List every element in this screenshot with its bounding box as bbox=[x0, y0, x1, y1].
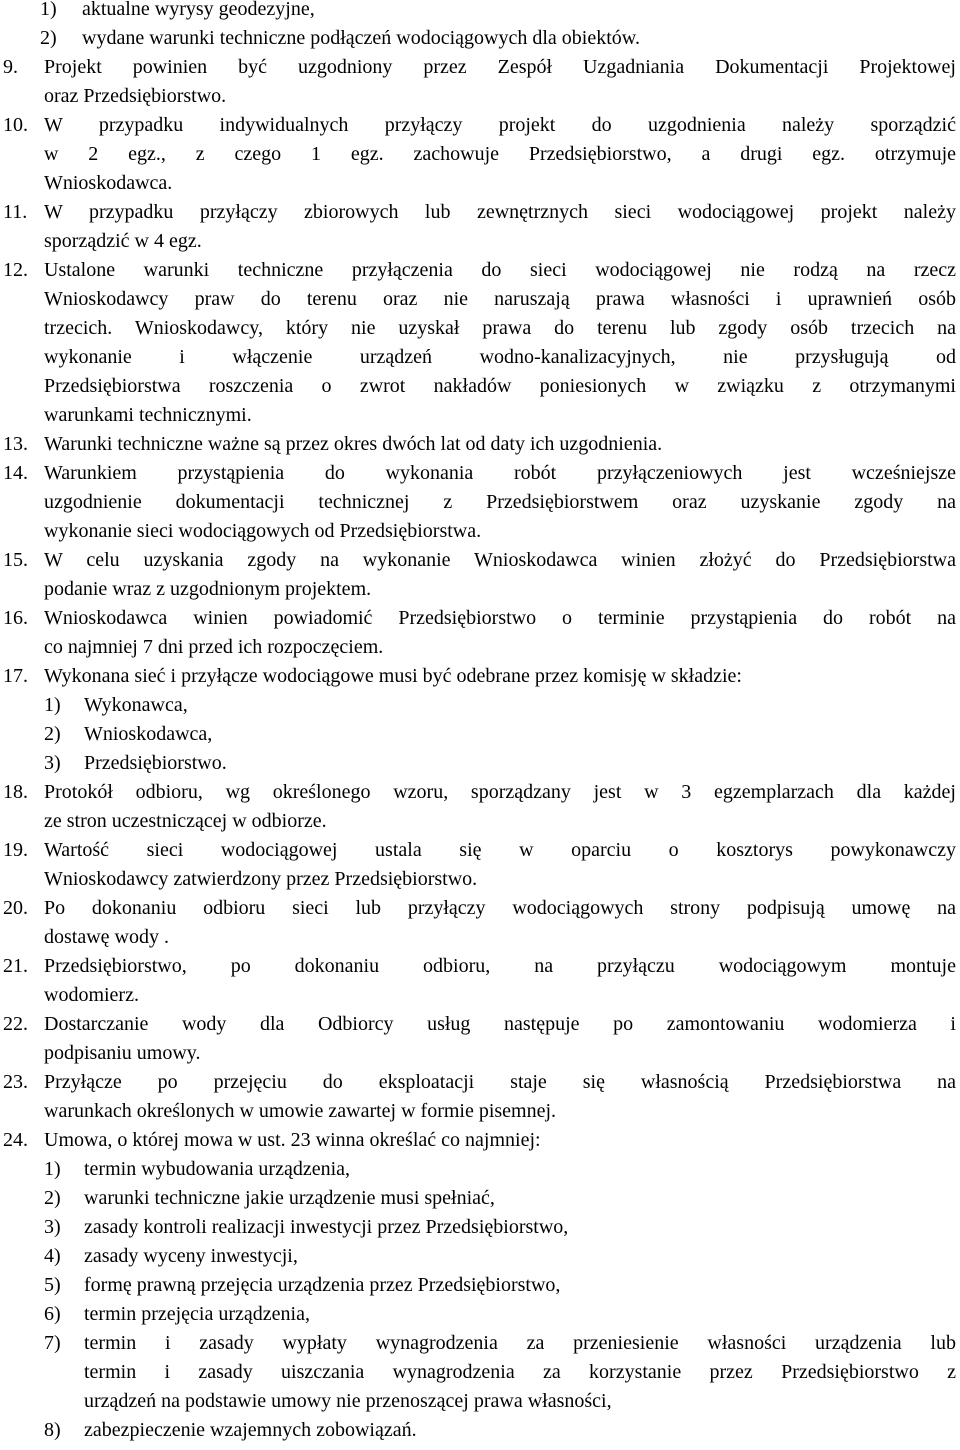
numbered-item bbox=[0, 1126, 960, 1155]
item-number: 11. bbox=[3, 201, 28, 223]
numbered-item bbox=[0, 1010, 960, 1068]
item-text-line: Umowa, o której mowa w ust. 23 winna określać co najmniej: bbox=[44, 1129, 541, 1151]
item-text-line: wykonanie sieci wodociągowych od Przedsiębiorstwa. bbox=[44, 520, 482, 542]
item-text-line: podpisaniu umowy. bbox=[44, 1042, 201, 1064]
numbered-item bbox=[0, 459, 960, 546]
sub-item-number: 5) bbox=[44, 1274, 61, 1296]
item-text-line: Wykonana sieć i przyłącze wodociągowe musi być odebrane przez komisję w składzie: bbox=[44, 665, 742, 687]
numbered-item bbox=[0, 662, 960, 691]
item-number: 21. bbox=[3, 955, 28, 977]
sub-item bbox=[0, 1416, 960, 1445]
list-item-number: 2) bbox=[40, 27, 57, 49]
item-text-line: sporządzić w 4 egz. bbox=[44, 230, 202, 252]
item-text-line: W przypadku indywidualnych przyłączy projekt do uzgodnienia należy sporządzić bbox=[44, 114, 956, 136]
sub-item-number: 3) bbox=[44, 1216, 61, 1238]
item-text-line: warunkami technicznymi. bbox=[44, 404, 252, 426]
sub-item bbox=[0, 1271, 960, 1300]
item-text-line: Wnioskodawca. bbox=[44, 172, 173, 194]
item-text-line: Przedsiębiorstwo, po dokonaniu odbioru, na przyłączu wodociągowym montuje bbox=[44, 955, 956, 977]
item-number: 24. bbox=[3, 1129, 28, 1151]
item-number: 12. bbox=[3, 259, 28, 281]
sub-item-number: 1) bbox=[44, 1158, 61, 1180]
sub-item-number: 4) bbox=[44, 1245, 61, 1267]
item-number: 14. bbox=[3, 462, 28, 484]
sub-item bbox=[0, 1242, 960, 1271]
item-text-line: Wartość sieci wodociągowej ustala się w oparciu o kosztorys powykonawczy bbox=[44, 839, 956, 861]
numbered-item bbox=[0, 546, 960, 604]
numbered-item bbox=[0, 53, 960, 111]
item-number: 22. bbox=[3, 1013, 28, 1035]
numbered-item bbox=[0, 894, 960, 952]
sub-item-number: 2) bbox=[44, 723, 61, 745]
sub-item bbox=[0, 1329, 960, 1416]
sub-item-text-line: termin przejęcia urządzenia, bbox=[84, 1303, 310, 1325]
list-item-number: 1) bbox=[40, 0, 57, 20]
list-item bbox=[0, 24, 960, 53]
item-text-line: trzecich. Wnioskodawcy, który nie uzyskał prawa do terenu lub zgody osób trzecich na bbox=[44, 317, 956, 339]
sub-item bbox=[0, 749, 960, 778]
sub-item-text-line: termin i zasady uiszczania wynagrodzenia za korzystanie przez Przedsiębiorstwo z bbox=[84, 1361, 956, 1383]
item-number: 17. bbox=[3, 665, 28, 687]
item-text-line: Wnioskodawca winien powiadomić Przedsiębiorstwo o terminie przystąpienia do robót na bbox=[44, 607, 956, 629]
numbered-item bbox=[0, 1068, 960, 1126]
list-item-text: wydane warunki techniczne podłączeń wodociągowych dla obiektów. bbox=[82, 27, 640, 49]
item-text-line: oraz Przedsiębiorstwo. bbox=[44, 85, 227, 107]
sub-item-text-line: zasady kontroli realizacji inwestycji przez Przedsiębiorstwo, bbox=[84, 1216, 569, 1238]
item-text-line: Wnioskodawcy praw do terenu oraz nie naruszają prawa własności i uprawnień osób bbox=[44, 288, 956, 310]
item-text-line: co najmniej 7 dni przed ich rozpoczęciem. bbox=[44, 636, 384, 658]
item-number: 13. bbox=[3, 433, 28, 455]
item-text-line: wykonanie i włączenie urządzeń wodno-kanalizacyjnych, nie przysługują od bbox=[44, 346, 956, 368]
item-text-line: Po dokonaniu odbioru sieci lub przyłączy wodociągowych strony podpisują umowę na bbox=[44, 897, 956, 919]
sub-item bbox=[0, 1155, 960, 1184]
sub-item bbox=[0, 1184, 960, 1213]
item-text-line: ze stron uczestniczącej w odbiorze. bbox=[44, 810, 327, 832]
item-text-line: podanie wraz z uzgodnionym projektem. bbox=[44, 578, 372, 600]
item-number: 19. bbox=[3, 839, 28, 861]
item-text-line: uzgodnienie dokumentacji technicznej z Przedsiębiorstwem oraz uzyskanie zgody na bbox=[44, 491, 956, 513]
item-text-line: Wnioskodawcy zatwierdzony przez Przedsiębiorstwo. bbox=[44, 868, 478, 890]
sub-item-text-line: Przedsiębiorstwo. bbox=[84, 752, 227, 774]
list-item-text: aktualne wyrysy geodezyjne, bbox=[82, 0, 315, 20]
item-number: 16. bbox=[3, 607, 28, 629]
item-text-line: Przedsiębiorstwa roszczenia o zwrot nakładów poniesionych w związku z otrzymanymi bbox=[44, 375, 956, 397]
numbered-item bbox=[0, 604, 960, 662]
item-number: 23. bbox=[3, 1071, 28, 1093]
numbered-item bbox=[0, 952, 960, 1010]
sub-item-number: 1) bbox=[44, 694, 61, 716]
sub-item-number: 2) bbox=[44, 1187, 61, 1209]
item-number: 18. bbox=[3, 781, 28, 803]
sub-item-number: 8) bbox=[44, 1419, 61, 1441]
numbered-item bbox=[0, 430, 960, 459]
numbered-item bbox=[0, 778, 960, 836]
sub-item-text-line: Wnioskodawca, bbox=[84, 723, 213, 745]
item-text-line: W celu uzyskania zgody na wykonanie Wnioskodawca winien złożyć do Przedsiębiorstwa bbox=[44, 549, 956, 571]
sub-item-text-line: termin i zasady wypłaty wynagrodzenia za przeniesienie własności urządzenia lub bbox=[84, 1332, 956, 1354]
item-number: 20. bbox=[3, 897, 28, 919]
item-text-line: W przypadku przyłączy zbiorowych lub zewnętrznych sieci wodociągowej projekt należy bbox=[44, 201, 956, 223]
sub-item bbox=[0, 1300, 960, 1329]
item-text-line: Przyłącze po przejęciu do eksploatacji staje się własnością Przedsiębiorstwa na bbox=[44, 1071, 956, 1093]
list-item bbox=[0, 0, 960, 24]
sub-item-number: 6) bbox=[44, 1303, 61, 1325]
sub-item bbox=[0, 720, 960, 749]
sub-item-text-line: termin wybudowania urządzenia, bbox=[84, 1158, 351, 1180]
sub-item-text-line: Wykonawca, bbox=[84, 694, 188, 716]
sub-item bbox=[0, 1213, 960, 1242]
item-number: 9. bbox=[3, 56, 18, 78]
item-text-line: Dostarczanie wody dla Odbiorcy usług następuje po zamontowaniu wodomierza i bbox=[44, 1013, 956, 1035]
sub-item-number: 7) bbox=[44, 1332, 61, 1354]
numbered-list bbox=[0, 53, 960, 1445]
sub-item-text-line: zabezpieczenie wzajemnych zobowiązań. bbox=[84, 1419, 417, 1441]
numbered-item bbox=[0, 198, 960, 256]
item-text-line: Warunki techniczne ważne są przez okres dwóch lat od daty ich uzgodnienia. bbox=[44, 433, 663, 455]
item-number: 15. bbox=[3, 549, 28, 571]
sub-item-number: 3) bbox=[44, 752, 61, 774]
numbered-item bbox=[0, 836, 960, 894]
item-text-line: Protokół odbioru, wg określonego wzoru, sporządzany jest w 3 egzemplarzach dla każdej bbox=[44, 781, 956, 803]
numbered-item bbox=[0, 111, 960, 198]
sub-item-text-line: formę prawną przejęcia urządzenia przez Przedsiębiorstwo, bbox=[84, 1274, 561, 1296]
sub-item bbox=[0, 691, 960, 720]
item-number: 10. bbox=[3, 114, 28, 136]
item-text-line: warunkach określonych w umowie zawartej w formie pisemnej. bbox=[44, 1100, 557, 1122]
item-text-line: Warunkiem przystąpienia do wykonania robót przyłączeniowych jest wcześniejsze bbox=[44, 462, 956, 484]
numbered-item bbox=[0, 256, 960, 430]
sub-item-text-line: warunki techniczne jakie urządzenie musi spełniać, bbox=[84, 1187, 495, 1209]
item-text-line: dostawę wody . bbox=[44, 926, 169, 948]
sub-item-text-line: urządzeń na podstawie umowy nie przenoszącej prawa własności, bbox=[84, 1390, 612, 1412]
item-text-line: wodomierz. bbox=[44, 984, 139, 1006]
sub-item-text-line: zasady wyceny inwestycji, bbox=[84, 1245, 298, 1267]
item-text-line: Projekt powinien być uzgodniony przez Zespół Uzgadniania Dokumentacji Projektowej bbox=[44, 56, 956, 78]
item-text-line: Ustalone warunki techniczne przyłączenia do sieci wodociągowej nie rodzą na rzecz bbox=[44, 259, 956, 281]
item-text-line: w 2 egz., z czego 1 egz. zachowuje Przedsiębiorstwo, a drugi egz. otrzymuje bbox=[44, 143, 956, 165]
